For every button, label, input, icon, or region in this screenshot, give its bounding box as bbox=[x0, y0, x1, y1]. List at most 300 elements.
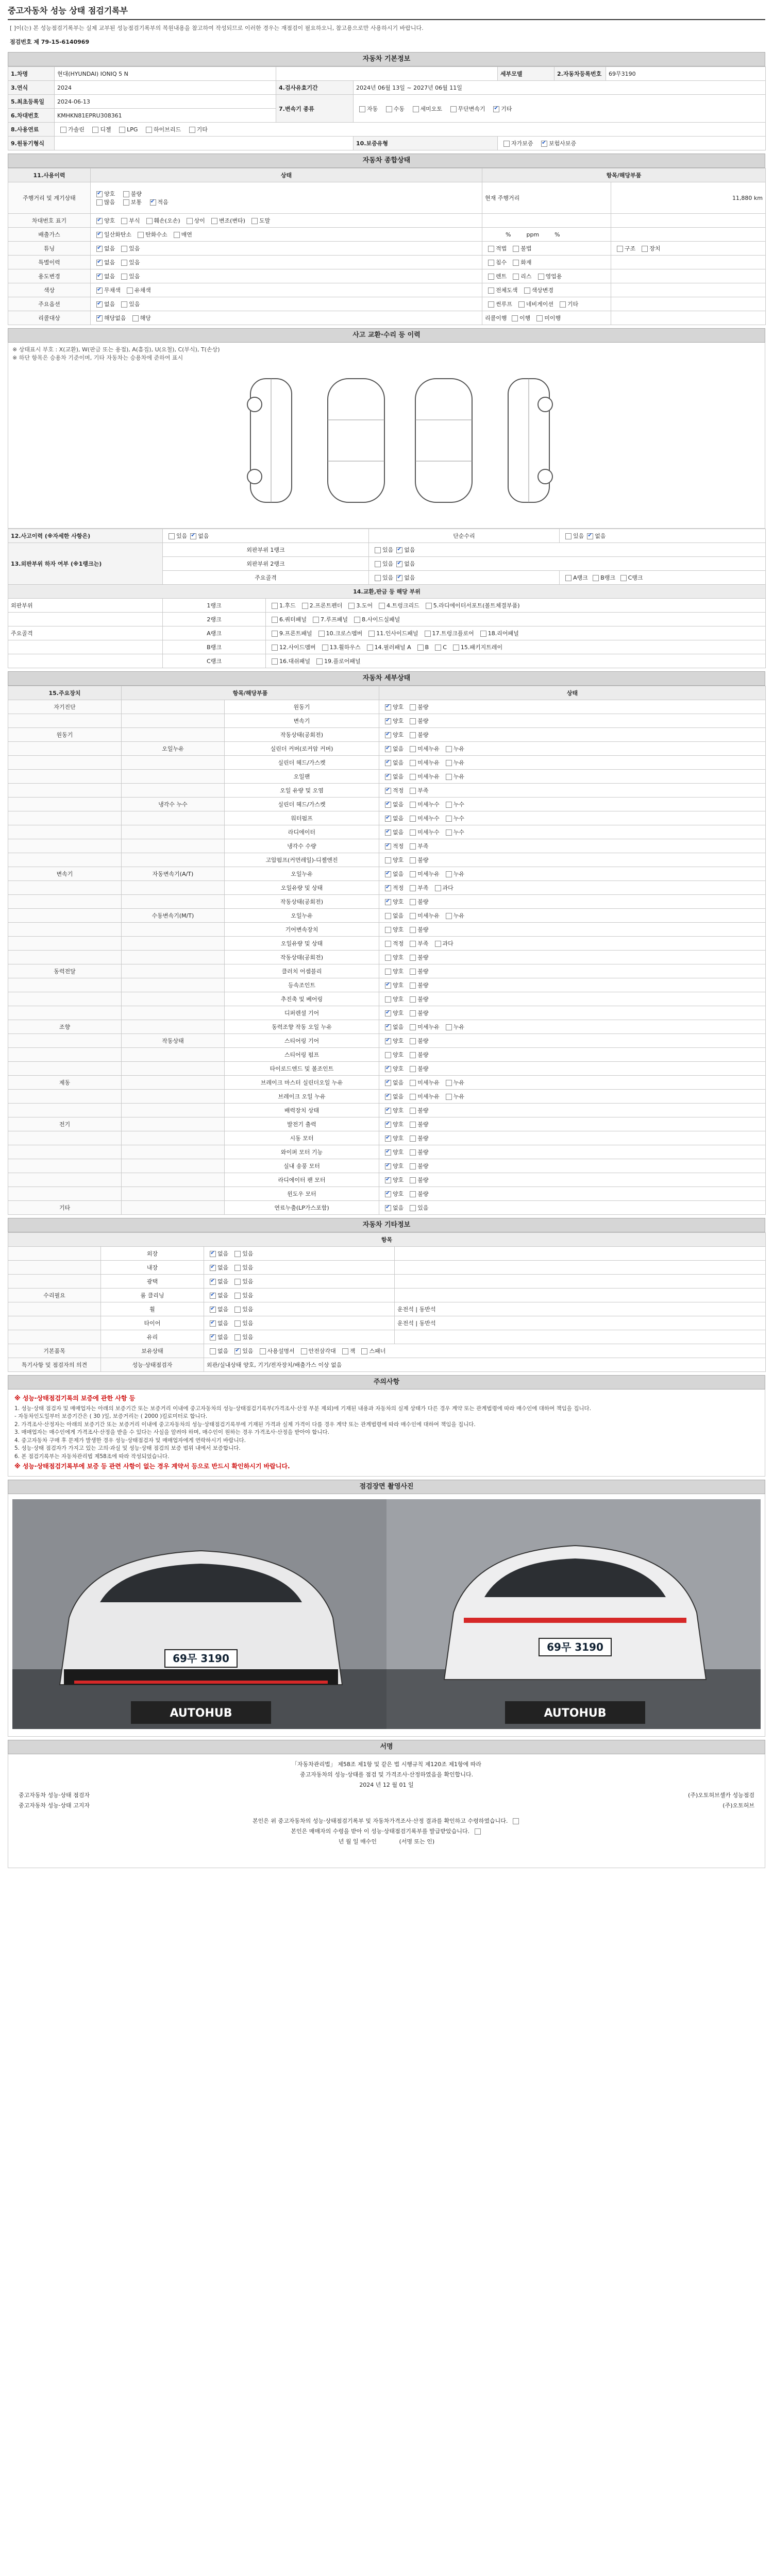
row-extra: 적법 불법 bbox=[482, 242, 611, 256]
checkbox-checked[interactable] bbox=[385, 1010, 391, 1016]
checkbox[interactable] bbox=[385, 857, 391, 863]
checkbox-checked[interactable] bbox=[385, 1122, 391, 1128]
checkbox[interactable] bbox=[410, 1122, 416, 1128]
sub-device bbox=[122, 1159, 225, 1173]
device-state: ✔ 양호 불량 bbox=[379, 728, 766, 742]
checkbox[interactable] bbox=[385, 1052, 391, 1058]
hub-text: AUTOHUB bbox=[170, 1706, 232, 1720]
checkbox[interactable] bbox=[410, 1038, 416, 1044]
sub-device bbox=[122, 1145, 225, 1159]
checkbox[interactable] bbox=[251, 218, 258, 224]
table-row bbox=[8, 1316, 766, 1330]
repair-group bbox=[8, 1302, 101, 1316]
opinion-text: 외관/실내상태 양호, 기기/전자장치/배출가스 이상 없음 bbox=[204, 1358, 766, 1372]
checkbox-checked[interactable] bbox=[385, 1108, 391, 1114]
sub-device: 수동변속기(M/T) bbox=[122, 909, 225, 923]
opinion-label: 특기사항 및 점검자의 의견 bbox=[8, 1358, 101, 1372]
table-row bbox=[8, 923, 766, 937]
receiver-checkbox[interactable] bbox=[475, 1828, 481, 1835]
checkbox[interactable] bbox=[518, 301, 525, 308]
checkbox[interactable] bbox=[342, 1348, 348, 1354]
caution-line: 2. 가격조사·산정자는 아래의 보증기간 또는 보증거리 이내에 중고자동차의 성능·상태점검기록부에 기재된 가격과 실제 가격이 다를 경우 계약 또는 관계법령에 따라 매수인에 대하여 책임을 집니다. bbox=[14, 1421, 476, 1428]
inspection-period-label: 4.검사유효기간 bbox=[276, 81, 354, 95]
checkbox[interactable] bbox=[410, 857, 416, 863]
checkbox[interactable] bbox=[565, 533, 572, 539]
checkbox[interactable] bbox=[123, 191, 129, 197]
mileage-label: 주행거리 및 계기상태 bbox=[8, 182, 91, 214]
checkbox-checked[interactable] bbox=[587, 533, 593, 539]
repair-item: 내장 bbox=[101, 1261, 204, 1275]
checkbox-checked[interactable] bbox=[210, 1293, 216, 1299]
checkbox[interactable] bbox=[234, 1279, 241, 1285]
checkbox[interactable] bbox=[410, 1066, 416, 1072]
accident-label: 12.사고이력 (※자세한 사항은) bbox=[8, 529, 163, 543]
checkbox[interactable] bbox=[121, 301, 127, 308]
checkbox-checked[interactable] bbox=[385, 1024, 391, 1030]
repair-side: 운전석 | 동반석 bbox=[395, 1302, 766, 1316]
checkbox-checked[interactable] bbox=[385, 1136, 391, 1142]
sub-device bbox=[122, 1062, 225, 1076]
checkbox[interactable] bbox=[446, 1094, 452, 1100]
checkbox-checked[interactable] bbox=[396, 561, 402, 567]
checkbox[interactable] bbox=[453, 645, 459, 651]
checkbox[interactable] bbox=[410, 1052, 416, 1058]
checkbox[interactable] bbox=[127, 287, 133, 294]
device-state: ✔ 없음 미세누유 누유 bbox=[379, 770, 766, 784]
consent-checkbox[interactable] bbox=[513, 1818, 519, 1824]
checkbox[interactable] bbox=[272, 658, 278, 665]
checkbox[interactable] bbox=[260, 1348, 266, 1354]
checkbox[interactable] bbox=[92, 127, 98, 133]
checkbox-checked[interactable] bbox=[385, 802, 391, 808]
checkbox-checked[interactable] bbox=[385, 1149, 391, 1156]
checkbox[interactable] bbox=[410, 1010, 416, 1016]
checkbox[interactable] bbox=[410, 788, 416, 794]
device-item: 오일유량 및 상태 bbox=[225, 881, 379, 895]
checkbox-checked[interactable] bbox=[385, 885, 391, 891]
checkbox[interactable] bbox=[446, 816, 452, 822]
checkbox[interactable] bbox=[410, 927, 416, 933]
legend-line-1: ※ 상태표시 부호 : X(교환), W(판금 또는 용접), A(흠집), U(요철), C(부식), T(손상) bbox=[12, 346, 220, 353]
main-device bbox=[8, 1104, 122, 1117]
checkbox[interactable] bbox=[435, 885, 441, 891]
checkbox[interactable] bbox=[189, 127, 195, 133]
checkbox-checked[interactable] bbox=[96, 315, 103, 321]
checkbox[interactable] bbox=[560, 301, 566, 308]
checkbox-checked[interactable] bbox=[385, 718, 391, 724]
sub-device bbox=[122, 1104, 225, 1117]
document-number: 점검번호 제 79-15-6140969 bbox=[10, 39, 90, 45]
checkbox[interactable] bbox=[410, 816, 416, 822]
sub-device bbox=[122, 714, 225, 728]
checkbox-checked[interactable] bbox=[96, 301, 103, 308]
checkbox[interactable] bbox=[302, 603, 308, 609]
row-label: 튜닝 bbox=[8, 242, 91, 256]
checkbox[interactable] bbox=[272, 631, 278, 637]
checkbox[interactable] bbox=[417, 645, 424, 651]
checkbox[interactable] bbox=[503, 141, 510, 147]
repair-side bbox=[395, 1275, 766, 1289]
checkbox[interactable] bbox=[617, 246, 623, 252]
checkbox[interactable] bbox=[410, 1205, 416, 1211]
checkbox[interactable] bbox=[386, 106, 392, 112]
checkbox[interactable] bbox=[410, 1108, 416, 1114]
checkbox[interactable] bbox=[146, 218, 153, 224]
checkbox-checked[interactable] bbox=[96, 287, 103, 294]
checkbox[interactable] bbox=[426, 603, 432, 609]
checkbox[interactable] bbox=[410, 1163, 416, 1170]
checkbox-checked[interactable] bbox=[385, 788, 391, 794]
checkbox-checked[interactable] bbox=[385, 1163, 391, 1170]
checkbox-checked[interactable] bbox=[150, 199, 156, 206]
row-options: ✔ 없음 있음 bbox=[91, 297, 482, 311]
device-item: 와이퍼 모터 기능 bbox=[225, 1145, 379, 1159]
sub-device bbox=[122, 811, 225, 825]
checkbox-checked[interactable] bbox=[385, 746, 391, 752]
checkbox[interactable] bbox=[121, 260, 127, 266]
checkbox[interactable] bbox=[272, 645, 278, 651]
device-item: 오일누유 bbox=[225, 867, 379, 881]
checkbox-checked[interactable] bbox=[210, 1251, 216, 1257]
checkbox[interactable] bbox=[410, 1024, 416, 1030]
checkbox[interactable] bbox=[410, 1094, 416, 1100]
parts-options: 16.대쉬패널 19.플로어패널 bbox=[266, 654, 766, 668]
checkbox[interactable] bbox=[138, 232, 144, 238]
device-item: 오일누유 bbox=[225, 909, 379, 923]
checkbox[interactable] bbox=[513, 260, 519, 266]
checkbox[interactable] bbox=[348, 603, 355, 609]
parts-rank: 2랭크 bbox=[163, 613, 266, 626]
checkbox[interactable] bbox=[272, 603, 278, 609]
checkbox[interactable] bbox=[169, 533, 175, 539]
checkbox[interactable] bbox=[480, 631, 486, 637]
checkbox[interactable] bbox=[410, 871, 416, 877]
table-row bbox=[8, 228, 766, 242]
sub-device bbox=[122, 756, 225, 770]
checkbox[interactable] bbox=[368, 631, 375, 637]
table-row bbox=[8, 626, 766, 640]
checkbox[interactable] bbox=[536, 315, 543, 321]
checkbox[interactable] bbox=[410, 718, 416, 724]
table-row bbox=[8, 256, 766, 269]
notifier-value: (주)오토허브 bbox=[722, 1802, 754, 1809]
checkbox-checked[interactable] bbox=[96, 232, 103, 238]
checkbox[interactable] bbox=[435, 941, 441, 947]
checkbox[interactable] bbox=[413, 106, 419, 112]
checkbox-checked[interactable] bbox=[234, 1348, 241, 1354]
checkbox[interactable] bbox=[446, 1024, 452, 1030]
checkbox[interactable] bbox=[410, 899, 416, 905]
main-device bbox=[8, 825, 122, 839]
inspector-label: 중고자동차 성능·상태 점검자 bbox=[19, 1791, 90, 1799]
checkbox[interactable] bbox=[121, 274, 127, 280]
checkbox-checked[interactable] bbox=[396, 575, 402, 581]
checkbox-checked[interactable] bbox=[190, 533, 196, 539]
device-state: 양호 불량 bbox=[379, 1048, 766, 1062]
device-item: 브레이크 마스터 실린더오일 누유 bbox=[225, 1076, 379, 1090]
table-row bbox=[8, 67, 766, 81]
repair-group: 수리필요 bbox=[8, 1289, 101, 1302]
sub-device bbox=[122, 839, 225, 853]
checkbox[interactable] bbox=[446, 760, 452, 766]
row-options: ✔ 일산화탄소 탄화수소 매연 bbox=[91, 228, 482, 242]
main-device bbox=[8, 1159, 122, 1173]
checkbox[interactable] bbox=[593, 575, 599, 581]
plate-value: 69무3190 bbox=[606, 67, 766, 81]
row-label: 특별이력 bbox=[8, 256, 91, 269]
sub-device bbox=[122, 1173, 225, 1187]
col-state: 상태 bbox=[91, 168, 482, 182]
checkbox[interactable] bbox=[410, 774, 416, 780]
main-device bbox=[8, 1145, 122, 1159]
checkbox[interactable] bbox=[410, 996, 416, 1003]
checkbox[interactable] bbox=[410, 955, 416, 961]
checkbox[interactable] bbox=[316, 658, 323, 665]
checkbox-checked[interactable] bbox=[385, 843, 391, 850]
repair-state: ✔ 없음 있음 bbox=[204, 1316, 395, 1330]
checkbox[interactable] bbox=[313, 617, 319, 623]
checkbox-checked[interactable] bbox=[210, 1320, 216, 1327]
checkbox[interactable] bbox=[410, 885, 416, 891]
checkbox[interactable] bbox=[450, 106, 457, 112]
checkbox[interactable] bbox=[385, 969, 391, 975]
checkbox[interactable] bbox=[234, 1334, 241, 1341]
checkbox[interactable] bbox=[318, 631, 325, 637]
checkbox-checked[interactable] bbox=[385, 1205, 391, 1211]
checkbox-checked[interactable] bbox=[210, 1334, 216, 1341]
repair-item: 휠 bbox=[101, 1302, 204, 1316]
checkbox[interactable] bbox=[446, 1080, 452, 1086]
checkbox-checked[interactable] bbox=[96, 218, 103, 224]
checkbox-checked[interactable] bbox=[385, 704, 391, 710]
checkbox[interactable] bbox=[488, 246, 494, 252]
table-row bbox=[8, 137, 766, 150]
checkbox[interactable] bbox=[513, 274, 519, 280]
table-row bbox=[8, 742, 766, 756]
checkbox[interactable] bbox=[234, 1307, 241, 1313]
checkbox[interactable] bbox=[210, 1348, 216, 1354]
checkbox[interactable] bbox=[385, 927, 391, 933]
device-state: ✔ 없음 미세누유 누유 bbox=[379, 1090, 766, 1104]
checkbox[interactable] bbox=[410, 760, 416, 766]
checkbox-checked[interactable] bbox=[385, 1038, 391, 1044]
checkbox[interactable] bbox=[488, 301, 494, 308]
checkbox-checked[interactable] bbox=[385, 899, 391, 905]
device-item: 실내 송풍 모터 bbox=[225, 1159, 379, 1173]
row-extra: 리콜이행 이행 미이행 bbox=[482, 311, 611, 325]
checkbox[interactable] bbox=[410, 969, 416, 975]
checkbox-checked[interactable] bbox=[210, 1307, 216, 1313]
checkbox[interactable] bbox=[488, 260, 494, 266]
exterior-defect-label: 13.외판부위 하자 여부 (※1랭크는) bbox=[8, 543, 163, 585]
table-row bbox=[8, 1034, 766, 1048]
rank2-label: 외판부위 2랭크 bbox=[163, 557, 369, 571]
device-state: ✔ 양호 불량 bbox=[379, 1159, 766, 1173]
checkbox-checked[interactable] bbox=[385, 829, 391, 836]
checkbox[interactable] bbox=[642, 246, 648, 252]
checkbox[interactable] bbox=[565, 575, 572, 581]
checkbox[interactable] bbox=[121, 246, 127, 252]
device-item: 오일 유량 및 오염 bbox=[225, 784, 379, 798]
checkbox-checked[interactable] bbox=[96, 246, 103, 252]
table-row bbox=[8, 242, 766, 256]
parts-group bbox=[8, 640, 163, 654]
row-label: 리콜대상 bbox=[8, 311, 91, 325]
parts-options: 9.프론트패널 10.크로스멤버 11.인사이드패널 17.트렁크플로어 18.리어패널 bbox=[266, 626, 766, 640]
checkbox-checked[interactable] bbox=[385, 871, 391, 877]
checkbox[interactable] bbox=[146, 127, 152, 133]
checkbox[interactable] bbox=[375, 575, 381, 581]
checkbox[interactable] bbox=[301, 1348, 307, 1354]
table-row bbox=[8, 81, 766, 95]
table-row bbox=[8, 1261, 766, 1275]
device-state: 양호 불량 bbox=[379, 992, 766, 1006]
checkbox-checked[interactable] bbox=[385, 1177, 391, 1183]
checkbox[interactable] bbox=[410, 913, 416, 919]
checkbox[interactable] bbox=[410, 746, 416, 752]
checkbox-checked[interactable] bbox=[96, 274, 103, 280]
checkbox[interactable] bbox=[425, 631, 431, 637]
checkbox[interactable] bbox=[410, 941, 416, 947]
checkbox[interactable] bbox=[361, 1348, 367, 1354]
repair-side bbox=[395, 1261, 766, 1275]
row-extra: 전체도색 색상변경 bbox=[482, 283, 611, 297]
checkbox[interactable] bbox=[410, 1177, 416, 1183]
checkbox[interactable] bbox=[96, 199, 103, 206]
row-extra-2 bbox=[611, 256, 766, 269]
main-device: 변속기 bbox=[8, 867, 122, 881]
checkbox-checked[interactable] bbox=[385, 732, 391, 738]
checkbox-checked[interactable] bbox=[210, 1279, 216, 1285]
checkbox-checked[interactable] bbox=[385, 760, 391, 766]
checkbox[interactable] bbox=[211, 218, 217, 224]
checkbox[interactable] bbox=[446, 829, 452, 836]
table-row bbox=[8, 599, 766, 613]
checkbox[interactable] bbox=[379, 603, 385, 609]
car-name-label: 1.차명 bbox=[8, 67, 55, 81]
main-device: 동력전달 bbox=[8, 964, 122, 978]
checkbox[interactable] bbox=[187, 218, 193, 224]
checkbox[interactable] bbox=[234, 1265, 241, 1271]
main-device: 조향 bbox=[8, 1020, 122, 1034]
table-row bbox=[8, 613, 766, 626]
checkbox-checked[interactable] bbox=[96, 191, 103, 197]
checkbox[interactable] bbox=[272, 617, 278, 623]
checkbox-checked[interactable] bbox=[96, 260, 103, 266]
device-item: 스티어링 기어 bbox=[225, 1034, 379, 1048]
col-detail: 항목/해당부품 bbox=[482, 168, 766, 182]
checkbox[interactable] bbox=[385, 996, 391, 1003]
checkbox[interactable] bbox=[410, 829, 416, 836]
checkbox-checked[interactable] bbox=[493, 106, 499, 112]
plate-text: 69무 3190 bbox=[173, 1652, 229, 1665]
checkbox[interactable] bbox=[385, 955, 391, 961]
checkbox[interactable] bbox=[385, 941, 391, 947]
sign-line-1: 「자동차관리법」 제58조 제1항 및 같은 법 시행규칙 제120조 제1항에 따라 bbox=[291, 1760, 482, 1768]
warranty-options: 자가보증 ✔ 보험사보증 bbox=[498, 137, 766, 150]
checkbox[interactable] bbox=[512, 315, 518, 321]
checkbox[interactable] bbox=[322, 645, 328, 651]
checkbox[interactable] bbox=[234, 1251, 241, 1257]
basic-info-table bbox=[8, 66, 766, 150]
checkbox[interactable] bbox=[410, 1136, 416, 1142]
checkbox[interactable] bbox=[354, 617, 360, 623]
table-row bbox=[8, 700, 766, 714]
inspection-record-page bbox=[8, 0, 765, 1868]
checkbox[interactable] bbox=[367, 645, 373, 651]
section-signature-heading: 서명 bbox=[8, 1740, 765, 1754]
caution-line: 5. 성능·상태 점검자가 가지고 있는 고의·과실 및 성능·상태 점검의 보증 범위 내에서 보증합니다. bbox=[14, 1445, 241, 1451]
checkbox[interactable] bbox=[410, 732, 416, 738]
checkbox[interactable] bbox=[132, 315, 139, 321]
checkbox[interactable] bbox=[234, 1320, 241, 1327]
sub-device bbox=[122, 1201, 225, 1215]
checkbox-checked[interactable] bbox=[385, 1066, 391, 1072]
checkbox[interactable] bbox=[446, 871, 452, 877]
checkbox[interactable] bbox=[234, 1293, 241, 1299]
document-title: 중고자동차 성능 상태 점검기록부 bbox=[8, 0, 765, 20]
checkbox[interactable] bbox=[538, 274, 544, 280]
row-extra-2 bbox=[611, 297, 766, 311]
main-device bbox=[8, 853, 122, 867]
checkbox[interactable] bbox=[123, 199, 129, 206]
checkbox[interactable] bbox=[620, 575, 627, 581]
checkbox-checked[interactable] bbox=[541, 141, 547, 147]
checkbox[interactable] bbox=[410, 843, 416, 850]
checkbox[interactable] bbox=[121, 218, 127, 224]
checkbox[interactable] bbox=[410, 1080, 416, 1086]
opinion-item: 성능·상태점검자 bbox=[101, 1358, 204, 1372]
checkbox[interactable] bbox=[375, 547, 381, 553]
table-row bbox=[8, 1076, 766, 1090]
checkbox[interactable] bbox=[446, 913, 452, 919]
checkbox-checked[interactable] bbox=[396, 547, 402, 553]
checkbox[interactable] bbox=[410, 802, 416, 808]
checkbox[interactable] bbox=[410, 1149, 416, 1156]
checkbox-checked[interactable] bbox=[385, 982, 391, 989]
checkbox-checked[interactable] bbox=[210, 1265, 216, 1271]
checkbox[interactable] bbox=[60, 127, 66, 133]
checkbox[interactable] bbox=[488, 287, 494, 294]
checkbox[interactable] bbox=[410, 704, 416, 710]
checkbox-checked[interactable] bbox=[385, 1094, 391, 1100]
checkbox[interactable] bbox=[513, 246, 519, 252]
row-extra: 침수 화재 bbox=[482, 256, 611, 269]
checkbox[interactable] bbox=[359, 106, 365, 112]
checkbox[interactable] bbox=[446, 802, 452, 808]
checkbox[interactable] bbox=[446, 746, 452, 752]
checkbox[interactable] bbox=[410, 1191, 416, 1197]
repair-side bbox=[395, 1330, 766, 1344]
checkbox[interactable] bbox=[524, 287, 530, 294]
checkbox-checked[interactable] bbox=[385, 1191, 391, 1197]
checkbox[interactable] bbox=[385, 913, 391, 919]
parts-options: 1.후드 2.프론트펜더 3.도어 4.트렁크리드 5.라디에이터서포트(볼트체결부품) bbox=[266, 599, 766, 613]
checkbox-checked[interactable] bbox=[385, 1080, 391, 1086]
checkbox-checked[interactable] bbox=[385, 774, 391, 780]
table-row bbox=[8, 283, 766, 297]
checkbox[interactable] bbox=[119, 127, 125, 133]
main-device bbox=[8, 1034, 122, 1048]
checkbox[interactable] bbox=[375, 561, 381, 567]
checkbox-checked[interactable] bbox=[385, 816, 391, 822]
checkbox[interactable] bbox=[446, 774, 452, 780]
notice-text: [ ]이(는) 본 성능점검기록부는 실제 교부된 성능점검기록부의 복원내용을 참고하여 작성되므로 이러한 경우는 재점검이 필요하오니, 참고용으로만 사용하시기 바랍니다. bbox=[10, 25, 424, 31]
checkbox[interactable] bbox=[488, 274, 494, 280]
checkbox[interactable] bbox=[410, 982, 416, 989]
checkbox[interactable] bbox=[435, 645, 441, 651]
checkbox[interactable] bbox=[174, 232, 180, 238]
